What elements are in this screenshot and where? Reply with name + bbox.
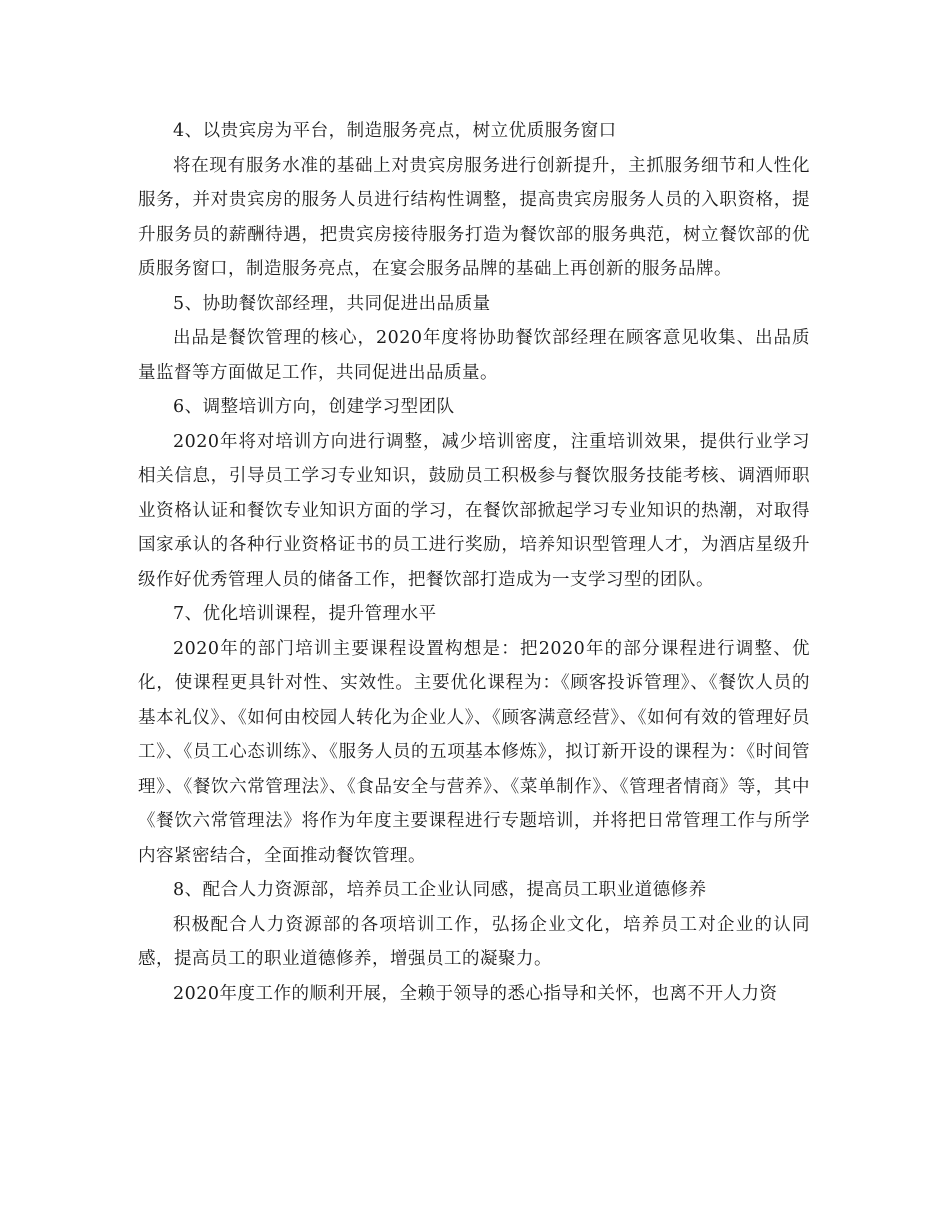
paragraph-hr-cooperation: 积极配合人力资源部的各项培训工作，弘扬企业文化，培养员工对企业的认同感，提高员工的职业道德修养，增强员工的凝聚力。: [138, 914, 810, 969]
paragraph-training-courses: 2020年的部门培训主要课程设置构想是：把2020年的部分课程进行调整、优化，使课程更具针对性、实效性。主要优化课程为：《顾客投诉管理》、《餐饮人员的基本礼仪》、《如何由校园人转化为企业人》、《顾客满意经营》、《如何有效的管理好员工》、《员工心态训练》、《服务人员的五项基本修炼》，拟订新开设的课程为：《时间管理》、《餐饮六常管理法》、《食品安全与营养》、《菜单制作》、《管理者情商》等，其中《餐饮六常管理法》将作为年度主要课程进行专题培训，并将把日常管理工作与所学内容紧密结合，全面推动餐饮管理。: [138, 638, 810, 866]
paragraph-training-direction: 2020年将对培训方向进行调整，减少培训密度，注重培训效果，提供行业学习相关信息，引导员工学习专业知识，鼓励员工积极参与餐饮服务技能考核、调酒师职业资格认证和餐饮专业知识方面的学习，在餐饮部掀起学习专业知识的热潮，对取得国家承认的各种行业资格证书的员工进行奖励，培养知识型管理人才，为酒店星级升级作好优秀管理人员的储备工作，把餐饮部打造成为一支学习型的团队。: [138, 431, 810, 590]
section-heading-8: 8、配合人力资源部，培养员工企业认同感，提高员工职业道德修养: [173, 880, 707, 900]
section-heading-6: 6、调整培训方向，创建学习型团队: [173, 397, 455, 417]
paragraph-vip-room: 将在现有服务水准的基础上对贵宾房服务进行创新提升，主抓服务细节和人性化服务，并对贵宾房的服务人员进行结构性调整，提高贵宾房服务人员的入职资格，提升服务员的薪酬待遇，把贵宾房接待服务打造为餐饮部的服务典范，树立餐饮部的优质服务窗口，制造服务亮点，在宴会服务品牌的基础上再创新的服务品牌。: [138, 155, 810, 279]
section-heading-7: 7、优化培训课程，提升管理水平: [173, 604, 437, 624]
paragraph-output-quality: 出品是餐饮管理的核心，2020年度将协助餐饮部经理在顾客意见收集、出品质量监督等方面做足工作，共同促进出品质量。: [138, 328, 810, 383]
document-body: [138, 114, 810, 1011]
section-heading-4: 4、以贵宾房为平台，制造服务亮点，树立优质服务窗口: [173, 121, 617, 141]
paragraph-closing: 2020年度工作的顺利开展，全赖于领导的悉心指导和关怀，也离不开人力资: [173, 983, 778, 1004]
section-heading-5: 5、协助餐饮部经理，共同促进出品质量: [173, 293, 491, 314]
